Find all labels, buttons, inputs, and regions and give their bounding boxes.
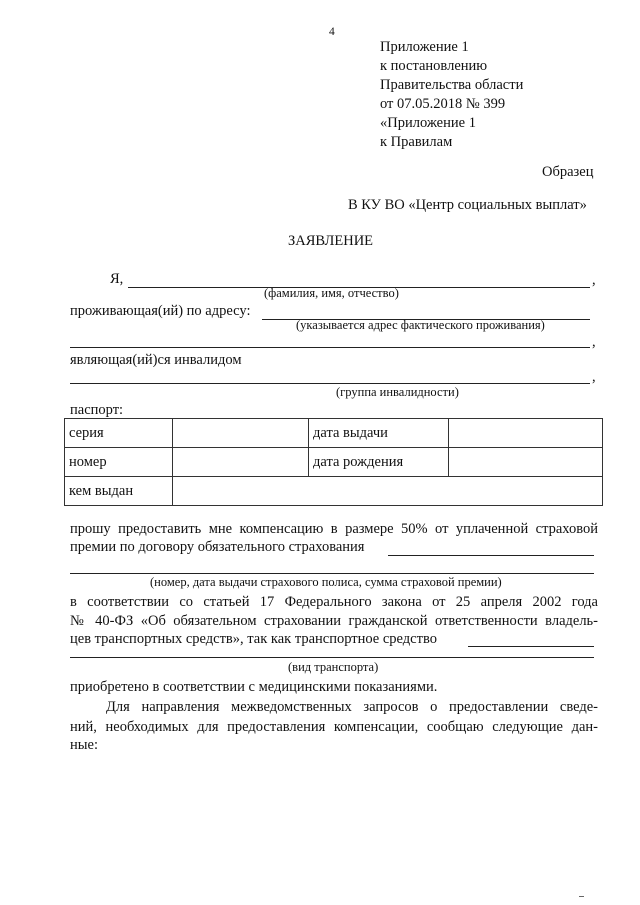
birth-date-input[interactable] <box>449 448 603 477</box>
acquired-line: приобретено в соответствии с медицинскими показаниями. <box>70 679 438 695</box>
number-label: номер <box>65 448 173 477</box>
inter-line-3: ные: <box>70 737 98 753</box>
appendix-line: Правительства области <box>380 77 524 93</box>
law-line-2: № 40-ФЗ «Об обязательном страховании гражданской ответственности владель- <box>70 613 598 629</box>
request-line-1: прошу предоставить мне компенсацию в размере 50% от уплаченной страховой <box>70 521 598 537</box>
issue-date-label: дата выдачи <box>309 419 449 448</box>
address-hint: (указывается адрес фактического проживания) <box>296 318 545 332</box>
appendix-line: к постановлению <box>380 58 488 74</box>
disability-hint: (группа инвалидности) <box>336 385 459 399</box>
policy-hint: (номер, дата выдачи страхового полиса, суммa страховой премии) <box>150 575 502 589</box>
appendix-line: к Правилам <box>380 134 453 150</box>
policy-field-line-2[interactable] <box>70 573 594 574</box>
sample-label: Образец <box>542 164 594 180</box>
table-row <box>65 419 603 448</box>
appendix-line: Приложение 1 <box>380 39 469 55</box>
table-row <box>65 477 603 506</box>
name-hint: (фамилия, имя, отчество) <box>264 286 399 300</box>
law-line-1: в соответствии со статьей 17 Федерального закона от 25 апреля 2002 года <box>70 594 598 610</box>
vehicle-hint: (вид транспорта) <box>288 660 379 674</box>
disability-label: являющая(ий)ся инвалидом <box>70 352 242 368</box>
appendix-line: «Приложение 1 <box>380 115 476 131</box>
appendix-block <box>380 38 523 152</box>
disability-field-line[interactable] <box>70 383 590 384</box>
inter-line-2: ний, необходимых для предоставления компенсации, сообщаю следующие дан- <box>70 719 598 735</box>
vehicle-field-line[interactable] <box>468 646 594 647</box>
page-number: 4 <box>329 26 335 38</box>
issued-by-input[interactable] <box>173 477 603 506</box>
form-title: ЗАЯВЛЕНИЕ <box>288 233 374 249</box>
name-comma: , <box>592 272 596 288</box>
addressee: В КУ ВО «Центр социальных выплат» <box>348 197 587 213</box>
disability-comma: , <box>592 369 596 385</box>
vehicle-field-line-2[interactable] <box>70 657 594 658</box>
address-comma: , <box>592 334 596 350</box>
appendix-line: от 07.05.2018 № 399 <box>380 96 506 112</box>
number-input[interactable] <box>173 448 309 477</box>
passport-table <box>64 418 603 506</box>
passport-label: паспорт: <box>70 402 124 418</box>
birth-date-label: дата рождения <box>309 448 449 477</box>
applicant-prefix: Я, <box>110 271 124 287</box>
law-line-3: цев транспортных средств», так как транспортное средство <box>70 631 437 647</box>
series-label: серия <box>65 419 173 448</box>
policy-field-line[interactable] <box>388 555 594 556</box>
issue-date-input[interactable] <box>449 419 603 448</box>
request-line-2: премии по договору обязательного страхования <box>70 539 365 555</box>
issued-by-label: кем выдан <box>65 477 173 506</box>
address-field-line-2[interactable] <box>70 347 590 348</box>
inter-line-1: Для направления межведомственных запросов о предоставлении сведе- <box>106 699 598 715</box>
corner-mark <box>579 896 584 897</box>
address-label: проживающая(ий) по адресу: <box>70 303 251 319</box>
table-row <box>65 448 603 477</box>
series-input[interactable] <box>173 419 309 448</box>
